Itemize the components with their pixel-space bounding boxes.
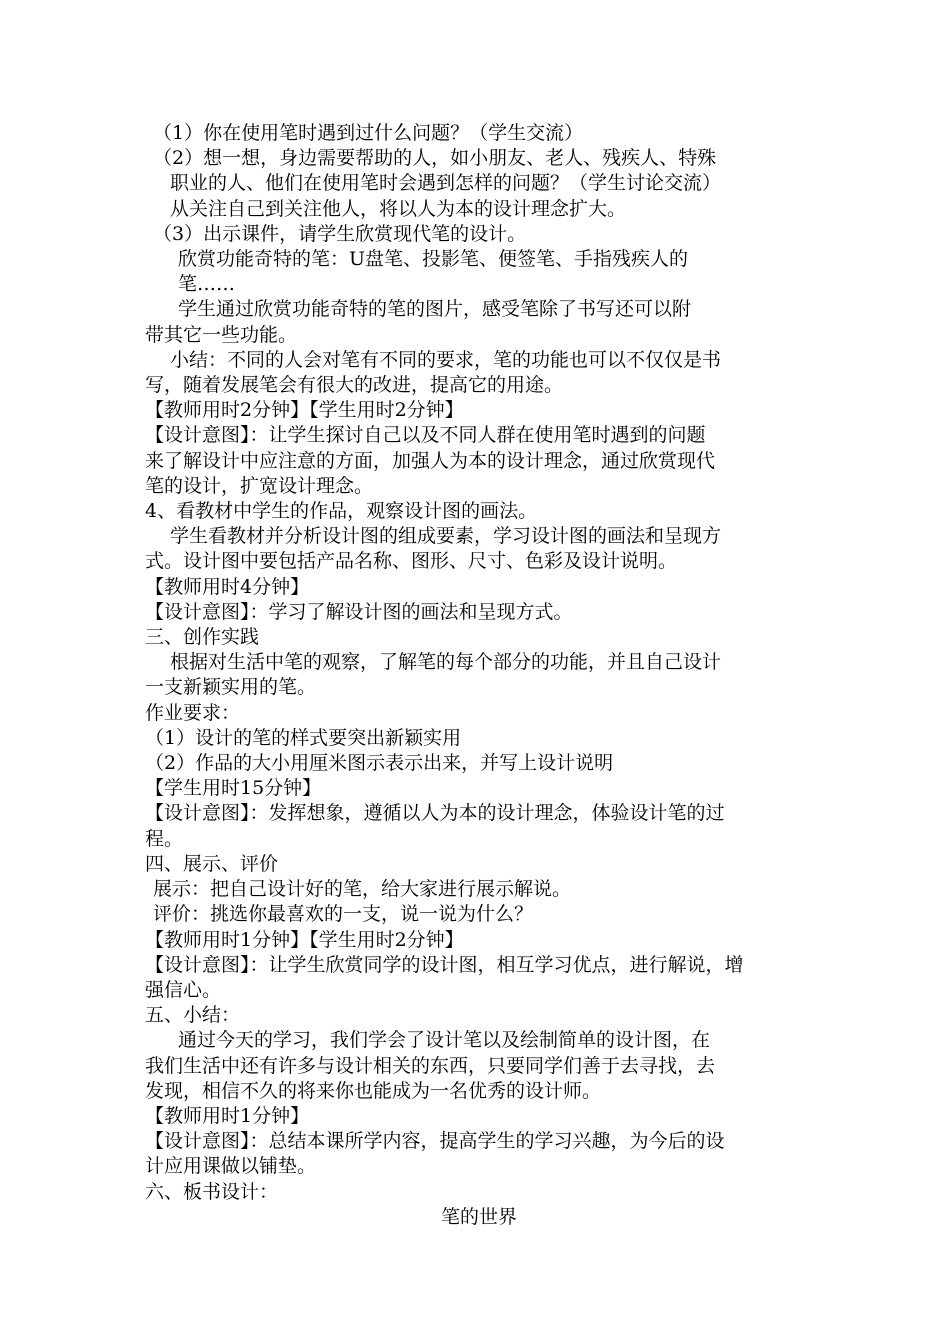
time-note: 【教师用时1分钟】 <box>145 1104 310 1127</box>
board-title: 笔的世界 <box>440 1205 517 1228</box>
design-intent-continued: 程。 <box>145 827 184 850</box>
question-3: （3）出示课件，请学生欣赏现代笔的设计。 <box>153 222 527 245</box>
display-line: 展示：把自己设计好的笔，给大家进行展示解说。 <box>153 878 572 901</box>
paragraph-line: 学生通过欣赏功能奇特的笔的图片，感受笔除了书写还可以附 <box>178 298 692 321</box>
paragraph-line: 学生看教材并分析设计图的组成要素，学习设计图的画法和呈现方 <box>170 525 722 548</box>
step-4-heading: 4、看教材中学生的作品，观察设计图的画法。 <box>145 500 538 523</box>
paragraph-line: 一支新颖实用的笔。 <box>145 676 317 699</box>
time-note: 【教师用时4分钟】 <box>145 575 310 598</box>
assignment-item-2: （2）作品的大小用厘米图示表示出来，并写上设计说明 <box>145 752 614 775</box>
section-heading-3: 三、创作实践 <box>145 626 260 649</box>
note-line: 从关注自己到关注他人，将以人为本的设计理念扩大。 <box>170 197 627 220</box>
appreciate-line-continued: 笔…… <box>178 273 236 296</box>
section-heading-4: 四、展示、评价 <box>145 852 279 875</box>
appreciate-line: 欣赏功能奇特的笔：U盘笔、投影笔、便签笔、手指残疾人的 <box>178 248 689 271</box>
summary-line: 小结：不同的人会对笔有不同的要求，笔的功能也可以不仅仅是书 <box>170 348 722 371</box>
design-intent: 【设计意图】：让学生探讨自己以及不同人群在使用笔时遇到的问题 <box>145 424 706 447</box>
design-intent: 【设计意图】：总结本课所学内容，提高学生的学习兴趣，为今后的设 <box>145 1130 725 1153</box>
evaluate-line: 评价：挑选你最喜欢的一支，说一说为什么？ <box>153 903 534 926</box>
question-2: （2）想一想，身边需要帮助的人，如小朋友、老人、残疾人、特殊 <box>153 147 717 170</box>
time-note: 【教师用时2分钟】【学生用时2分钟】 <box>145 399 464 422</box>
question-2-continued: 职业的人、他们在使用笔时会遇到怎样的问题？（学生讨论交流） <box>170 172 722 195</box>
assignment-heading: 作业要求： <box>145 701 241 724</box>
time-note: 【教师用时1分钟】【学生用时2分钟】 <box>145 928 464 951</box>
paragraph-line: 式。设计图中要包括产品名称、图形、尺寸、色彩及设计说明。 <box>145 550 678 573</box>
paragraph-line: 通过今天的学习，我们学会了设计笔以及绘制简单的设计图，在 <box>178 1029 711 1052</box>
question-1: （1）你在使用笔时遇到过什么问题？（学生交流） <box>153 122 584 144</box>
design-intent: 【设计意图】：学习了解设计图的画法和呈现方式。 <box>145 600 573 623</box>
time-note: 【学生用时15分钟】 <box>145 777 322 800</box>
section-heading-6: 六、板书设计： <box>145 1180 279 1203</box>
design-intent-continued: 计应用课做以铺垫。 <box>145 1155 317 1178</box>
section-heading-5: 五、小结： <box>145 1004 241 1027</box>
design-intent-continued: 强信心。 <box>145 978 222 1001</box>
design-intent-continued: 笔的设计，扩宽设计理念。 <box>145 474 374 497</box>
design-intent: 【设计意图】：发挥想象，遵循以人为本的设计理念，体验设计笔的过 <box>145 802 725 825</box>
paragraph-line: 我们生活中还有许多与设计相关的东西，只要同学们善于去寻找，去 <box>145 1054 716 1077</box>
paragraph-line: 根据对生活中笔的观察，了解笔的每个部分的功能，并且自己设计 <box>170 651 722 674</box>
summary-line-continued: 写，随着发展笔会有很大的改进，提高它的用途。 <box>145 374 564 397</box>
design-intent: 【设计意图】：让学生欣赏同学的设计图，相互学习优点，进行解说，增 <box>145 953 744 976</box>
document-page <box>145 121 813 1230</box>
paragraph-line: 带其它一些功能。 <box>145 323 298 346</box>
assignment-item-1: （1）设计的笔的样式要突出新颖实用 <box>145 726 462 749</box>
paragraph-line: 发现，相信不久的将来你也能成为一名优秀的设计师。 <box>145 1079 602 1102</box>
design-intent-continued: 来了解设计中应注意的方面，加强人为本的设计理念，通过欣赏现代 <box>145 449 716 472</box>
